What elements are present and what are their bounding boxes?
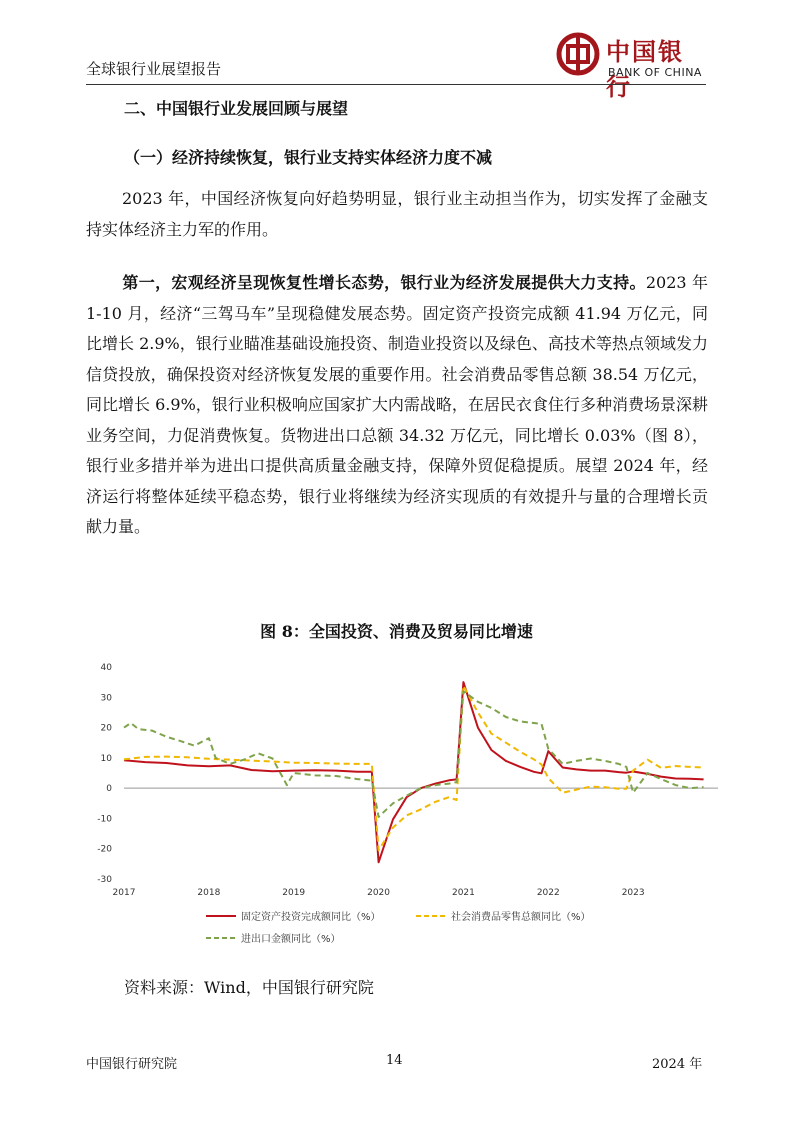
series-line-3 xyxy=(124,691,704,817)
section-heading: 二、中国银行业发展回顾与展望 xyxy=(124,99,349,118)
paragraph-intro-text: 2023 年，中国经济恢复向好趋势明显，银行业主动担当作为，切实发挥了金融支持实体经济主力军的作用。 xyxy=(86,189,708,239)
series-line-1 xyxy=(124,682,704,862)
y-tick-label: -30 xyxy=(97,875,112,885)
logo-chinese-name: 中国银行 xyxy=(606,37,684,101)
x-tick-label: 2021 xyxy=(451,888,475,898)
series-line-2 xyxy=(124,686,704,850)
footer-year: 2024 年 xyxy=(652,1057,703,1072)
x-tick-label: 2023 xyxy=(621,888,645,898)
logo-english-name: BANK OF CHINA xyxy=(608,66,702,79)
growth-line-chart xyxy=(86,654,726,954)
y-tick-label: 20 xyxy=(100,723,112,734)
y-tick-label: -20 xyxy=(97,844,112,855)
paragraph-macro-body: 2023 年 1-10 月，经济“三驾马车”呈现稳健发展态势。固定资产投资完成额 41.94 万亿元，同比增长 2.9%，银行业瞄准基础设施投资、制造业投资以及绿色、高技术等热点领域发力信贷投放，确保投资对经济恢复发展的重要作用。社会消费品零售总额 38.54 万亿元，同比增长 6.9%，银行业积极响应国家扩大内需战略，在居民衣食住行多种消费场景深耕业务空间，力促消费恢复。货物进出口总额 34.32 万亿元，同比增长 0.03%（图 8），银行业多措并举为进出口提供高质量金融支持，保障外贸促稳提质。展望 2024 年，经济运行将整体延续平稳态势，银行业将继续为经济实现质的有效提升与量的合理增长贡献力量。 xyxy=(86,273,708,536)
x-tick-label: 2019 xyxy=(282,888,306,898)
y-tick-label: 30 xyxy=(100,693,112,704)
bank-of-china-logo xyxy=(556,32,706,101)
x-tick-label: 2018 xyxy=(197,888,221,898)
subsection-heading: （一）经济持续恢复，银行业支持实体经济力度不减 xyxy=(124,148,493,167)
footer-page-number: 14 xyxy=(386,1053,403,1068)
paragraph-macro xyxy=(86,268,708,543)
y-tick-label: 40 xyxy=(100,663,112,673)
bank-of-china-emblem-icon xyxy=(556,32,600,76)
header-title: 全球银行业展望报告 xyxy=(86,60,222,78)
y-tick-label: 10 xyxy=(100,753,112,764)
legend-label: 固定资产投资完成额同比（%） xyxy=(241,912,381,923)
chart-svg xyxy=(86,654,726,954)
y-tick-label: -10 xyxy=(97,814,112,825)
header-divider xyxy=(86,84,706,85)
paragraph-intro xyxy=(86,184,708,245)
paragraph-lead-sentence: 第一，宏观经济呈现恢复性增长态势，银行业为经济发展提供大力支持。 xyxy=(122,273,646,292)
legend-label: 社会消费品零售总额同比（%） xyxy=(451,912,591,923)
x-tick-label: 2017 xyxy=(112,888,136,898)
x-tick-label: 2022 xyxy=(536,888,560,898)
source-note: 资料来源：Wind，中国银行研究院 xyxy=(124,978,374,997)
figure-title: 图 8：全国投资、消费及贸易同比增速 xyxy=(260,622,533,641)
y-tick-label: 0 xyxy=(106,784,112,795)
x-tick-label: 2020 xyxy=(367,888,391,898)
legend-label: 进出口金额同比（%） xyxy=(241,934,341,945)
footer-publisher: 中国银行研究院 xyxy=(86,1057,178,1072)
